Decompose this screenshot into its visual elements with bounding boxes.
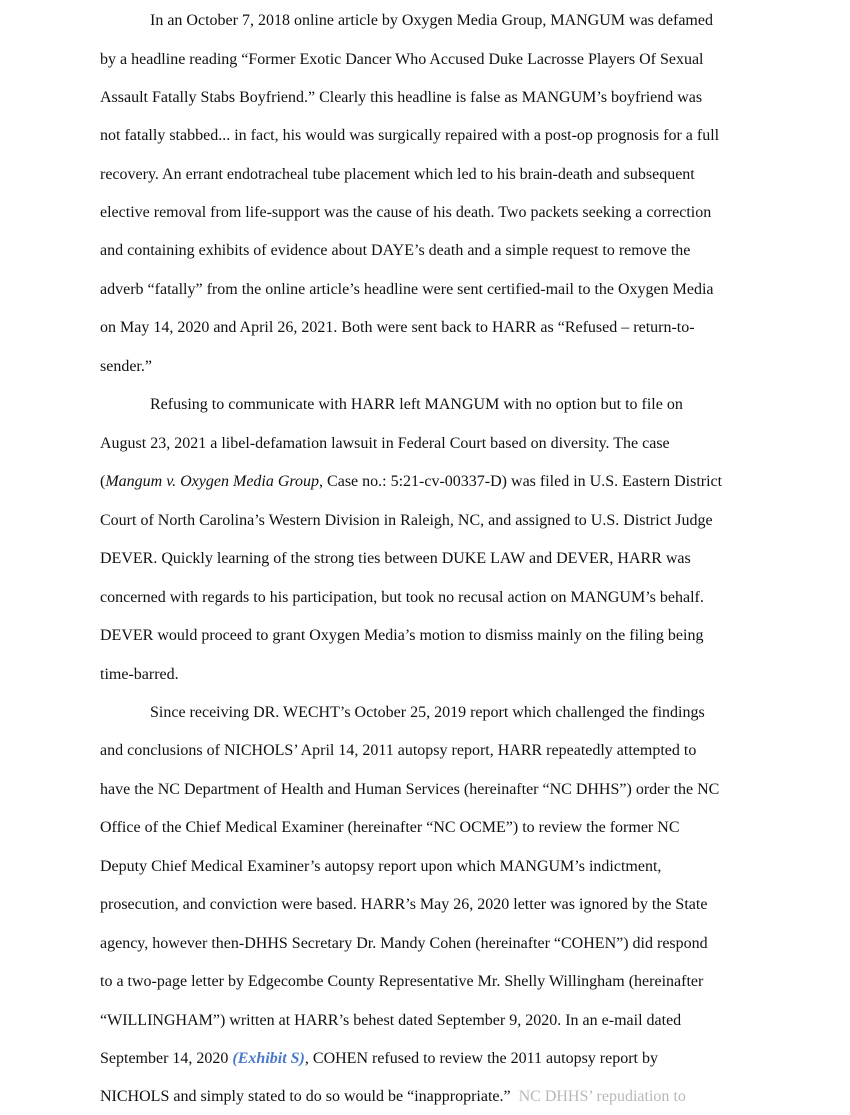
paragraph-3-line-4: Office of the Chief Medical Examiner (hereinafter “NC OCME”) to review the former NC bbox=[100, 819, 680, 836]
exhibit-s-link[interactable]: (Exhibit S) bbox=[232, 1050, 305, 1067]
paragraph-3-line-5: Deputy Chief Medical Examiner’s autopsy report upon which MANGUM’s indictment, bbox=[100, 858, 662, 875]
paragraph-2-line-5: DEVER. Quickly learning of the strong ties between DUKE LAW and DEVER, HARR was bbox=[100, 550, 691, 567]
paragraph-2-line-7: DEVER would proceed to grant Oxygen Media’s motion to dismiss mainly on the filing being bbox=[100, 627, 704, 644]
paragraph-3-line-7: agency, however then-DHHS Secretary Dr. Mandy Cohen (hereinafter “COHEN”) did respond bbox=[100, 935, 708, 952]
paragraph-1-line-1: In an October 7, 2018 online article by Oxygen Media Group, MANGUM was defamed bbox=[150, 12, 713, 29]
paragraph-3-line-8: to a two-page letter by Edgecombe County Representative Mr. Shelly Willingham (hereinafter bbox=[100, 973, 704, 990]
paragraph-1-line-5: recovery. An errant endotracheal tube placement which led to his brain-death and subsequent bbox=[100, 166, 695, 183]
paragraph-3-line-11 bbox=[100, 1087, 686, 1107]
paragraph-1-line-3: Assault Fatally Stabs Boyfriend.” Clearly this headline is false as MANGUM’s boyfriend was bbox=[100, 89, 703, 106]
open-paren: ( bbox=[100, 473, 106, 490]
paragraph-1-line-8: adverb “fatally” from the online article’s headline were sent certified-mail to the Oxygen Media bbox=[100, 281, 714, 298]
paragraph-2-line-8: time-barred. bbox=[100, 666, 179, 683]
paragraph-1-line-4: not fatally stabbed... in fact, his would was surgically repaired with a post-op prognosis for a full bbox=[100, 127, 720, 144]
paragraph-2-line-6: concerned with regards to his participation, but took no recusal action on MANGUM’s behalf. bbox=[100, 589, 704, 606]
paragraph-1-line-2: by a headline reading “Former Exotic Dancer Who Accused Duke Lacrosse Players Of Sexual bbox=[100, 51, 704, 68]
paragraph-1-line-6: elective removal from life-support was the cause of his death. Two packets seeking a correction bbox=[100, 204, 712, 221]
paragraph-3-line-1: Since receiving DR. WECHT’s October 25, 2019 report which challenged the findings bbox=[150, 704, 705, 721]
paragraph-1-line-9: on May 14, 2020 and April 26, 2021. Both were sent back to HARR as “Refused – return-to- bbox=[100, 319, 695, 336]
paragraph-3-line-2: and conclusions of NICHOLS’ April 14, 2011 autopsy report, HARR repeatedly attempted to bbox=[100, 742, 697, 759]
case-number-text: , Case no.: 5:21-cv-00337-D) was filed in U.S. Eastern District bbox=[319, 473, 723, 490]
paragraph-2-line-4: Court of North Carolina’s Western Division in Raleigh, NC, and assigned to U.S. District Judge bbox=[100, 512, 713, 529]
paragraph-3-line-6: prosecution, and conviction were based. HARR’s May 26, 2020 letter was ignored by the State bbox=[100, 896, 708, 913]
paragraph-1-line-7: and containing exhibits of evidence about DAYE’s death and a simple request to remove the bbox=[100, 242, 691, 259]
paragraph-2-line-3 bbox=[100, 472, 722, 492]
paragraph-3-line-10 bbox=[100, 1049, 658, 1069]
paragraph-2-line-1: Refusing to communicate with HARR left MANGUM with no option but to file on bbox=[150, 396, 683, 413]
nichols-text: NICHOLS and simply stated to do so would be “inappropriate.” bbox=[100, 1088, 519, 1105]
paragraph-1-line-10: sender.” bbox=[100, 358, 152, 375]
paragraph-2-line-2: August 23, 2021 a libel-defamation lawsuit in Federal Court based on diversity. The case bbox=[100, 435, 670, 452]
case-name: Mangum v. Oxygen Media Group bbox=[105, 473, 320, 490]
paragraph-3-line-9: “WILLINGHAM”) written at HARR’s behest dated September 9, 2020. In an e-mail dated bbox=[100, 1012, 682, 1029]
email-date-text: September 14, 2020 bbox=[100, 1050, 233, 1067]
cohen-refusal-text: , COHEN refused to review the 2011 autopsy report by bbox=[304, 1050, 658, 1067]
paragraph-3-line-3: have the NC Department of Health and Human Services (hereinafter “NC DHHS”) order the NC bbox=[100, 781, 720, 798]
faded-continuation-text: NC DHHS’ repudiation to bbox=[518, 1088, 686, 1105]
